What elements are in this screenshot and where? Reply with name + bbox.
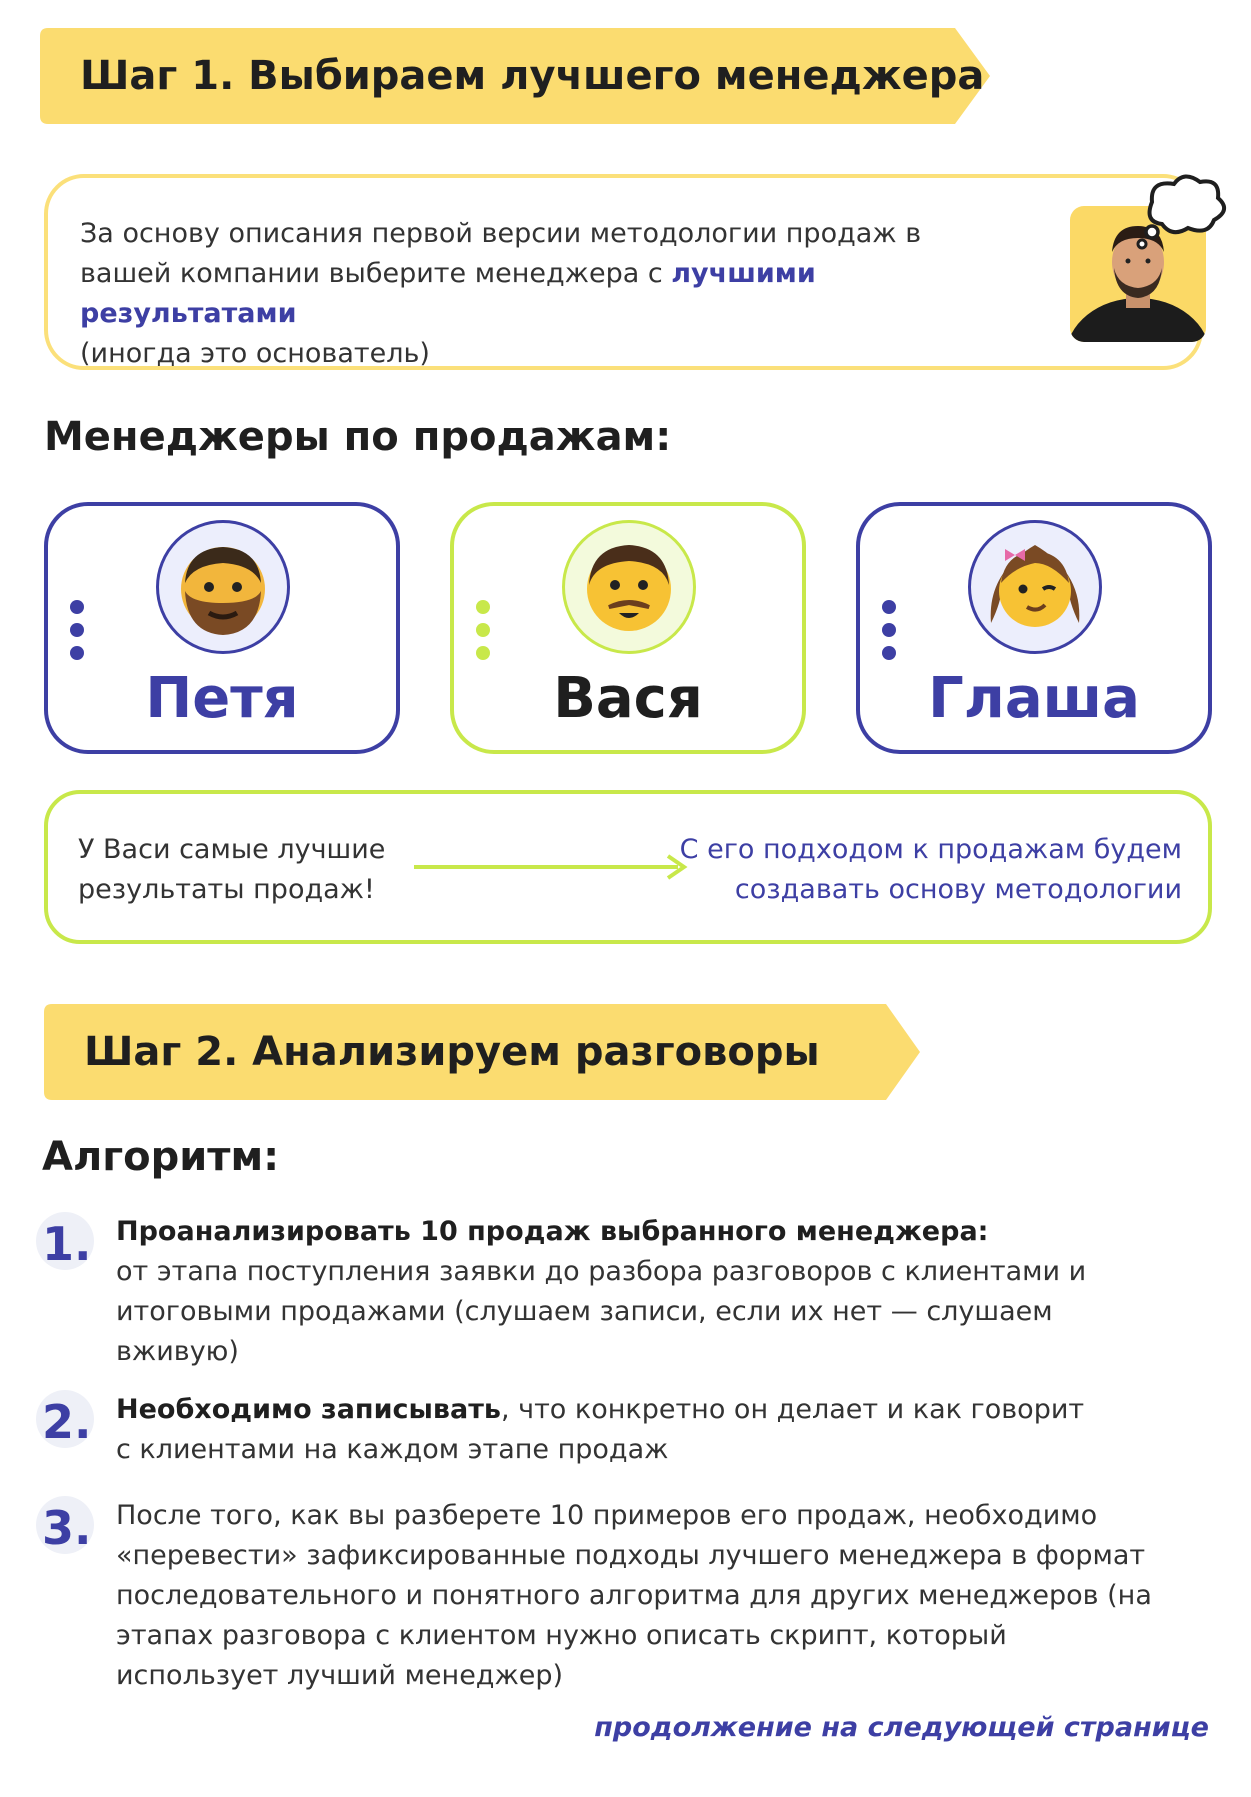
manager-card-vasya[interactable] [450,502,806,754]
founder-avatar [1028,178,1228,368]
result-left-text: У Васи самые лучшие результаты продаж! [78,834,386,905]
manager-name: Глаша [928,666,1140,731]
intro-text-before: За основу описания первой версии методологии продаж в вашей компании выберите менеджера с [80,218,922,289]
manager-name: Петя [145,666,299,731]
avatar [562,520,696,654]
intro-text-after: (иногда это основатель) [80,338,430,369]
step-text: После того, как вы разберете 10 примеров его продаж, необходимо «перевести» зафиксированные подходы лучшего менеджера в формат последовательного и понятного алгоритма для других менеджеров (на этапах разговора с клиентом нужно описать скрипт, который использует лучший менеджер) [116,1500,1152,1691]
algorithm-title: Алгоритм: [42,1134,280,1180]
intro-highlight: лучшими результатами [80,258,816,329]
intro-card [44,174,1203,370]
step2-banner [44,1004,920,1100]
dots-icon [476,600,492,669]
manager-name: Вася [553,666,703,731]
step2-title: Шаг 2. Анализируем разговоры [84,1029,820,1075]
thought-bubble-icon [1028,172,1228,262]
step-text: Проанализировать 10 продаж выбранного менеджера: от этапа поступления заявки до разбора разговоров с клиентами и итоговыми продажами (слушаем записи, если их нет — слушаем вживую) [116,1216,1087,1367]
avatar [968,520,1102,654]
step-text: Необходимо записывать, что конкретно он делает и как говорит с клиентами на каждом этапе продаж [116,1394,1085,1465]
girl-with-bow-icon [981,533,1089,641]
intro-text [80,214,1000,374]
managers-title: Менеджеры по продажам: [44,414,672,460]
dots-icon [882,600,898,669]
manager-card-petya[interactable] [44,502,400,754]
result-card [44,790,1212,944]
step-number: 2. [36,1390,94,1448]
step1-banner [40,28,990,124]
step-number: 3. [36,1496,94,1554]
manager-card-glasha[interactable] [856,502,1212,754]
continue-next-page-link[interactable]: продолжение на следующей странице [594,1712,1209,1743]
step1-title: Шаг 1. Выбираем лучшего менеджера [80,53,985,99]
mustache-man-icon [575,533,683,641]
arrow-right-icon [414,852,694,882]
bearded-man-icon [169,533,277,641]
step-number: 1. [36,1212,94,1270]
result-right-text: С его подходом к продажам будем создавать основу методологии [679,834,1182,905]
avatar [156,520,290,654]
dots-icon [70,600,86,669]
